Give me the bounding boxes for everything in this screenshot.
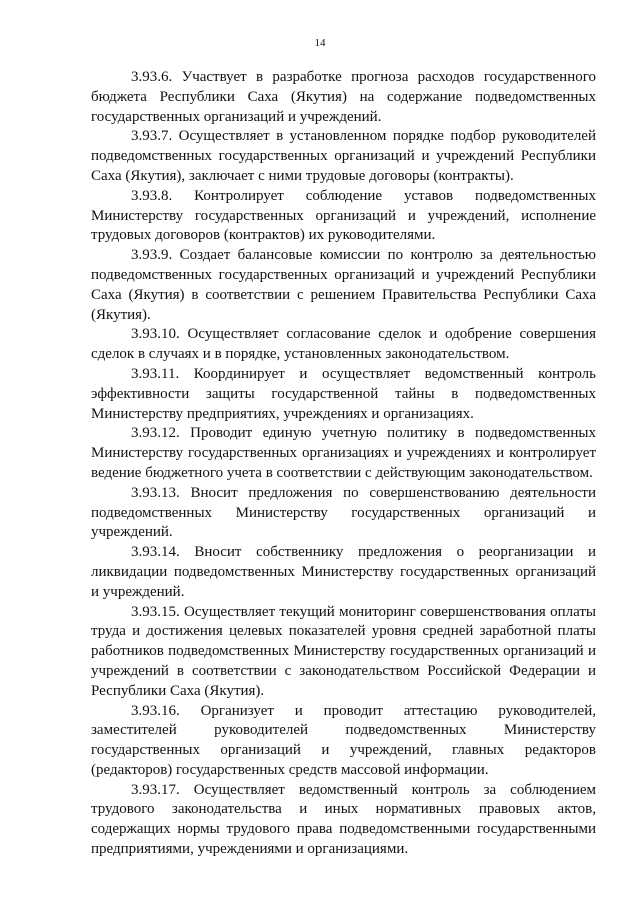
paragraph-3-93-11: 3.93.11. Координирует и осуществляет ведомственный контроль эффективности защиты государственной тайны в подведомственных Министерству предприятиях, учреждениях и организациях.	[91, 365, 596, 422]
paragraph-3-93-17: 3.93.17. Осуществляет ведомственный контроль за соблюдением трудового законодательства и иных нормативных правовых актов, содержащих нормы трудового права подведомственными государственными предприятиями, учреждениями и организациями.	[91, 781, 596, 858]
paragraph-3-93-16: 3.93.16. Организует и проводит аттестацию руководителей, заместителей руководителей подведомственных Министерству государственных организаций и учреждений, главных редакторов (редакторов) государственных средств массовой информации.	[91, 702, 596, 778]
paragraph-3-93-6: 3.93.6. Участвует в разработке прогноза расходов государственного бюджета Республики Саха (Якутия) на содержание подведомственных государственных организаций и учреждений.	[91, 69, 596, 125]
document-body	[91, 68, 596, 860]
paragraph-3-93-15: 3.93.15. Осуществляет текущий мониторинг совершенствования оплаты труда и достижения целевых показателей уровня средней заработной платы работников подведомственных Министерству государственных организаций и учреждений в соответствии с законодательством Российской Федерации и Республики Саха (Якутия).	[91, 603, 596, 699]
paragraph-3-93-7: 3.93.7. Осуществляет в установленном порядке подбор руководителей подведомственных государственных организаций и учреждений Республики Саха (Якутия), заключает с ними трудовые договоры (контракты).	[91, 128, 596, 184]
page-number: 14	[314, 37, 326, 49]
paragraph-3-93-14: 3.93.14. Вносит собственнику предложения о реорганизации и ликвидации подведомственных Министерству государственных организаций и учреждений.	[91, 544, 596, 600]
paragraph-3-93-8: 3.93.8. Контролирует соблюдение уставов подведомственных Министерству государственных организаций и учреждений, исполнение трудовых договоров (контрактов) их руководителями.	[91, 187, 596, 244]
paragraph-3-93-10: 3.93.10. Осуществляет согласование сделок и одобрение совершения сделок в случаях и в порядке, установленных законодательством.	[91, 326, 596, 363]
paragraph-3-93-12: 3.93.12. Проводит единую учетную политику в подведомственных Министерству государственных организациях и учреждениях и контролирует ведение бюджетного учета в соответствии с действующим законодательством.	[91, 425, 596, 481]
paragraph-3-93-9: 3.93.9. Создает балансовые комиссии по контролю за деятельностью подведомственных государственных организаций и учреждений Республики Саха (Якутия) в соответствии с решением Правительства Республики Саха (Якутия).	[91, 247, 596, 323]
paragraph-3-93-13: 3.93.13. Вносит предложения по совершенствованию деятельности подведомственных Министерству государственных организаций и учреждений.	[91, 484, 596, 541]
